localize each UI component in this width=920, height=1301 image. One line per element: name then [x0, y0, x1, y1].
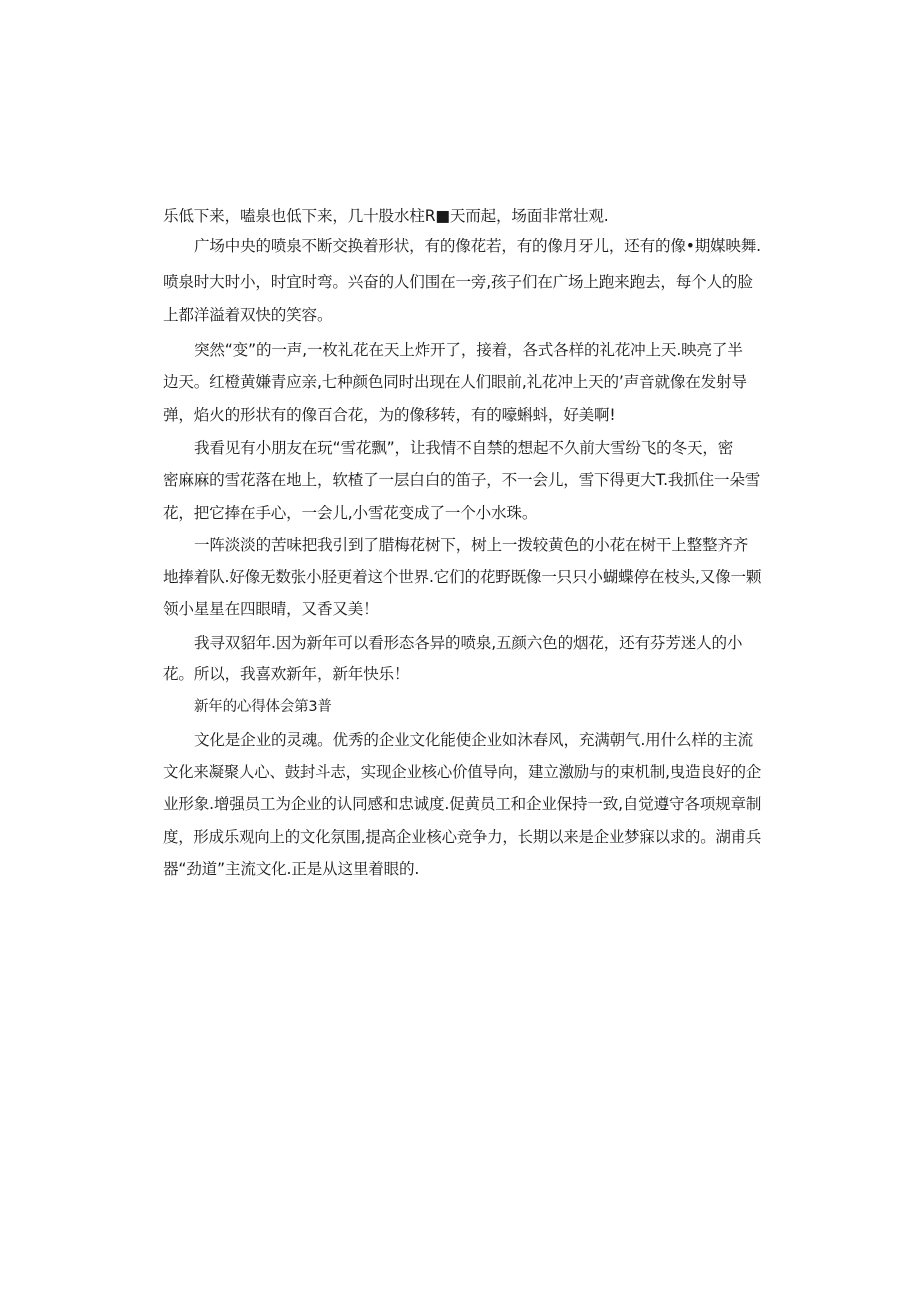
- text-line: 领小星星在四眼晴，又香又美！: [163, 600, 379, 618]
- paragraph-first-line: 文化是企业的灵魂。优秀的企业文化能使企业如沐春风，充满朝气.用什么样的主流: [194, 731, 753, 749]
- text-line: 边天。红橙黄嫌青应亲,七种颜色同时出现在人们眼前,礼花冲上天的’声音就像在发射导: [163, 373, 747, 391]
- text-line: 器“劲道”主流文化.正是从这里着眼的.: [163, 860, 420, 878]
- text-line: 地捧着队.好像无数张小胫更着这个世界.它们的花野既像一只只小蝴蝶停在枝头,又像一颗: [163, 568, 762, 586]
- text-line: 花，把它捧在手心，一会儿,小雪花变成了一个小水珠。: [163, 504, 538, 522]
- text-line: 上都洋溢着双快的笑容。: [163, 306, 333, 324]
- paragraph-first-line: 我看见有小朋友在玩“雪花飘”，让我情不自禁的想起不久前大雪纷飞的冬天，密: [194, 439, 734, 457]
- paragraph-first-line: 广场中央的喷泉不断交换着形状，有的像花若，有的像月牙儿，还有的像•期媒映舞.: [194, 237, 761, 255]
- paragraph-first-line: 一阵淡淡的苦味把我引到了腊梅花树下，树上一拨较黄色的小花在树干上整整齐齐: [194, 536, 749, 554]
- text-line: 弹，焰火的形状有的像百合花，为的像移转，有的嚎蝌蚪，好美啊!: [163, 406, 616, 424]
- text-line: 乐低下来，嗑泉也低下来，几十股水柱R■天而起，场面非常壮观.: [163, 207, 609, 225]
- text-line: 度，形成乐观向上的文化氛围,提高企业核心竞争力，长期以来是企业梦寐以求的。湖甫兵: [163, 828, 762, 846]
- section-heading: 新年的心得体会第3普: [194, 699, 332, 715]
- text-line: 喷泉时大时小，时宜时弯。兴奋的人们围在一旁,孩子们在广场上跑来跑去，每个人的脸: [163, 273, 753, 291]
- paragraph-first-line: 突然“变”的一声,一枚礼花在天上炸开了，接着，各式各样的礼花冲上天.映亮了半: [194, 341, 743, 359]
- text-line: 花。所以，我喜欢新年，新年快乐！: [163, 665, 410, 683]
- text-line: 密麻麻的雪花落在地上，软楂了一层白白的笛子，不一会儿，雪下得更大T.我抓住一朵雪: [163, 471, 761, 489]
- text-line: 文化来凝聚人心、鼓封斗志，实现企业核心价值导向，建立激励与的束机制,曳造良好的企: [163, 763, 762, 781]
- text-line: 业形象.增强员工为企业的认同感和忠诚度.促黄员工和企业保持一致,自觉遵守各项规章制: [163, 795, 762, 813]
- paragraph-first-line: 我寻双貂年.因为新年可以看形态各异的喷泉,五颜六色的烟花，还有芬芳迷人的小: [194, 634, 743, 652]
